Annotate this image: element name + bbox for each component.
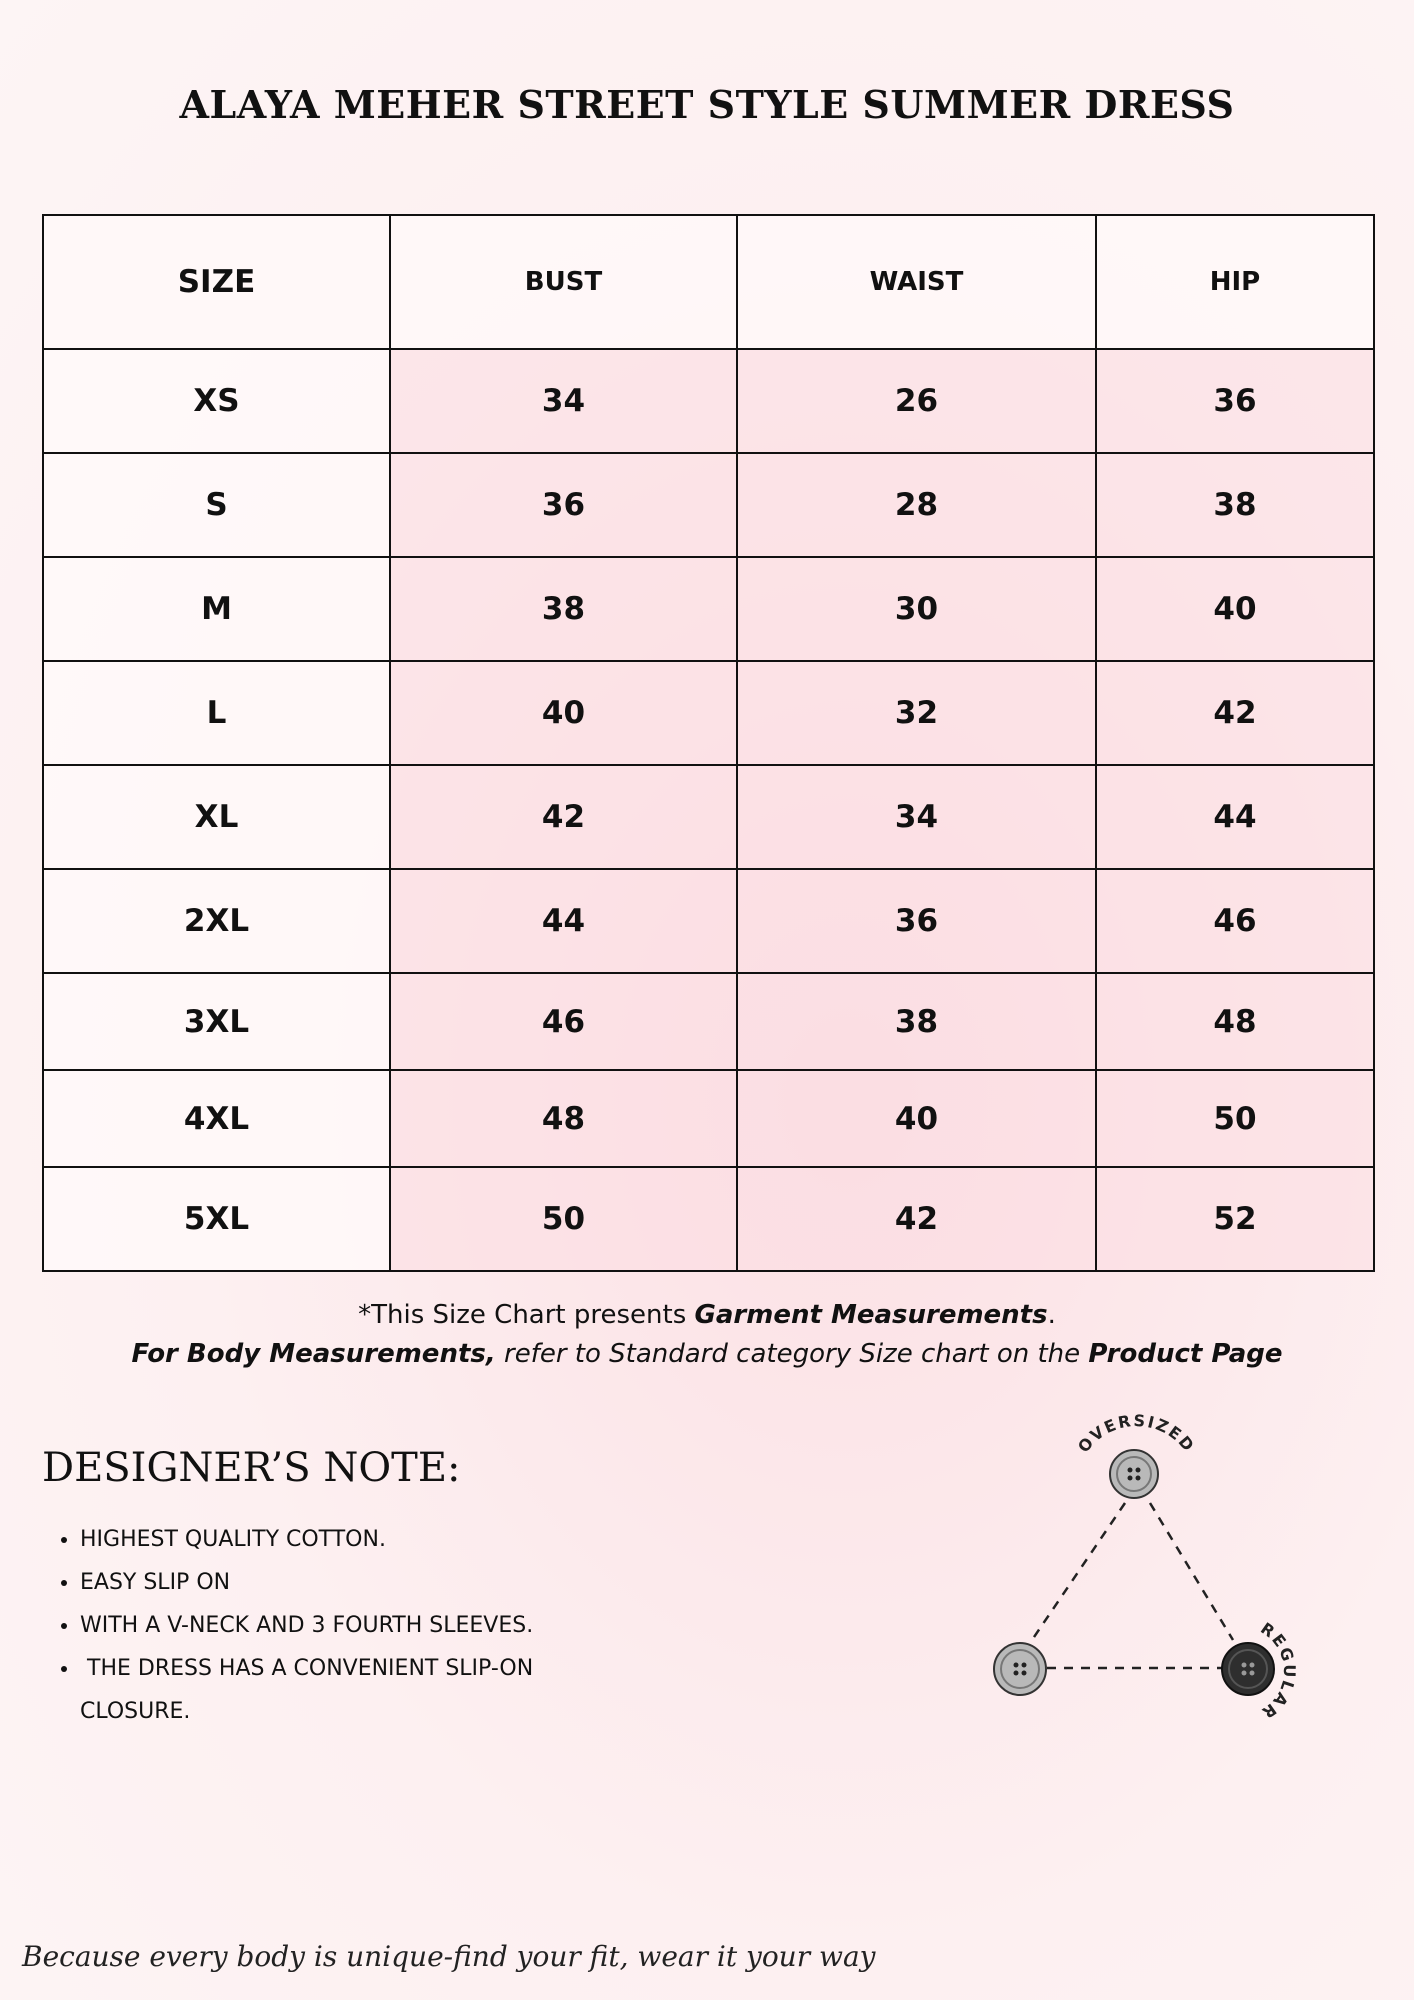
hip-cell: 52 <box>1096 1167 1374 1271</box>
designer-note-heading: DESIGNER’S NOTE: <box>42 1445 461 1491</box>
hip-cell: 48 <box>1096 973 1374 1070</box>
button-regular-icon <box>1222 1643 1274 1695</box>
waist-cell: 42 <box>737 1167 1096 1271</box>
size-cell: S <box>43 453 390 557</box>
table-header-row <box>43 215 1374 349</box>
header-bust: BUST <box>390 215 737 349</box>
button-oversized-icon <box>1110 1450 1158 1498</box>
button-slim-icon <box>994 1643 1046 1695</box>
note-product-page: Product Page <box>1088 1339 1283 1369</box>
note-middle: refer to Standard category Size chart on the <box>495 1339 1089 1369</box>
note-prefix: *This Size Chart presents <box>358 1300 695 1330</box>
waist-cell: 36 <box>737 869 1096 973</box>
fit-diagram <box>950 1395 1320 1735</box>
waist-cell: 28 <box>737 453 1096 557</box>
size-cell: XS <box>43 349 390 453</box>
table-row <box>43 661 1374 765</box>
table-row <box>43 1070 1374 1167</box>
waist-cell: 34 <box>737 765 1096 869</box>
hip-cell: 40 <box>1096 557 1374 661</box>
list-item: • EASY SLIP ON <box>80 1561 550 1604</box>
svg-text:SLIM <box>950 1639 952 1700</box>
hip-cell: 38 <box>1096 453 1374 557</box>
size-cell: M <box>43 557 390 661</box>
dashed-connectors <box>1032 1503 1233 1668</box>
size-cell: L <box>43 661 390 765</box>
table-row <box>43 869 1374 973</box>
table-row <box>43 349 1374 453</box>
size-cell: 2XL <box>43 869 390 973</box>
bust-cell: 36 <box>390 453 737 557</box>
bust-cell: 38 <box>390 557 737 661</box>
waist-cell: 30 <box>737 557 1096 661</box>
bust-cell: 34 <box>390 349 737 453</box>
size-cell: 5XL <box>43 1167 390 1271</box>
list-item: • THE DRESS HAS A CONVENIENT SLIP-ON CLOSURE. <box>80 1647 550 1733</box>
table-row <box>43 973 1374 1070</box>
table-row <box>43 1167 1374 1271</box>
label-slim <box>950 1639 952 1700</box>
size-cell: 4XL <box>43 1070 390 1167</box>
waist-cell: 38 <box>737 973 1096 1070</box>
designer-note-list <box>42 1518 550 1733</box>
bust-cell: 44 <box>390 869 737 973</box>
size-cell: 3XL <box>43 973 390 1070</box>
label-regular: REGULAR <box>1257 1618 1300 1724</box>
bust-cell: 42 <box>390 765 737 869</box>
hip-cell: 36 <box>1096 349 1374 453</box>
table-row <box>43 453 1374 557</box>
hip-cell: 42 <box>1096 661 1374 765</box>
note-suffix: . <box>1047 1300 1056 1330</box>
header-hip: HIP <box>1096 215 1374 349</box>
table-row <box>43 557 1374 661</box>
bust-cell: 48 <box>390 1070 737 1167</box>
waist-cell: 26 <box>737 349 1096 453</box>
bust-cell: 50 <box>390 1167 737 1271</box>
list-item: • HIGHEST QUALITY COTTON. <box>80 1518 550 1561</box>
list-item: • WITH A V-NECK AND 3 FOURTH SLEEVES. <box>80 1604 550 1647</box>
size-cell: XL <box>43 765 390 869</box>
note-body-measurements: For Body Measurements, <box>131 1339 496 1369</box>
footer-tagline: Because every body is unique-find your fit, wear it your way <box>22 1940 876 1973</box>
note-garment-measurements: Garment Measurements <box>694 1300 1048 1330</box>
hip-cell: 50 <box>1096 1070 1374 1167</box>
size-chart-note-line2 <box>0 1339 1414 1369</box>
waist-cell: 32 <box>737 661 1096 765</box>
bust-cell: 46 <box>390 973 737 1070</box>
waist-cell: 40 <box>737 1070 1096 1167</box>
size-chart-note-line1 <box>0 1300 1414 1330</box>
table-row <box>43 765 1374 869</box>
header-waist: WAIST <box>737 215 1096 349</box>
size-chart-table <box>42 214 1375 1272</box>
header-size: SIZE <box>43 215 390 349</box>
label-oversized: OVERSIZED <box>1074 1410 1199 1457</box>
bust-cell: 40 <box>390 661 737 765</box>
page-title: ALAYA MEHER STREET STYLE SUMMER DRESS <box>179 82 1235 127</box>
hip-cell: 46 <box>1096 869 1374 973</box>
hip-cell: 44 <box>1096 765 1374 869</box>
